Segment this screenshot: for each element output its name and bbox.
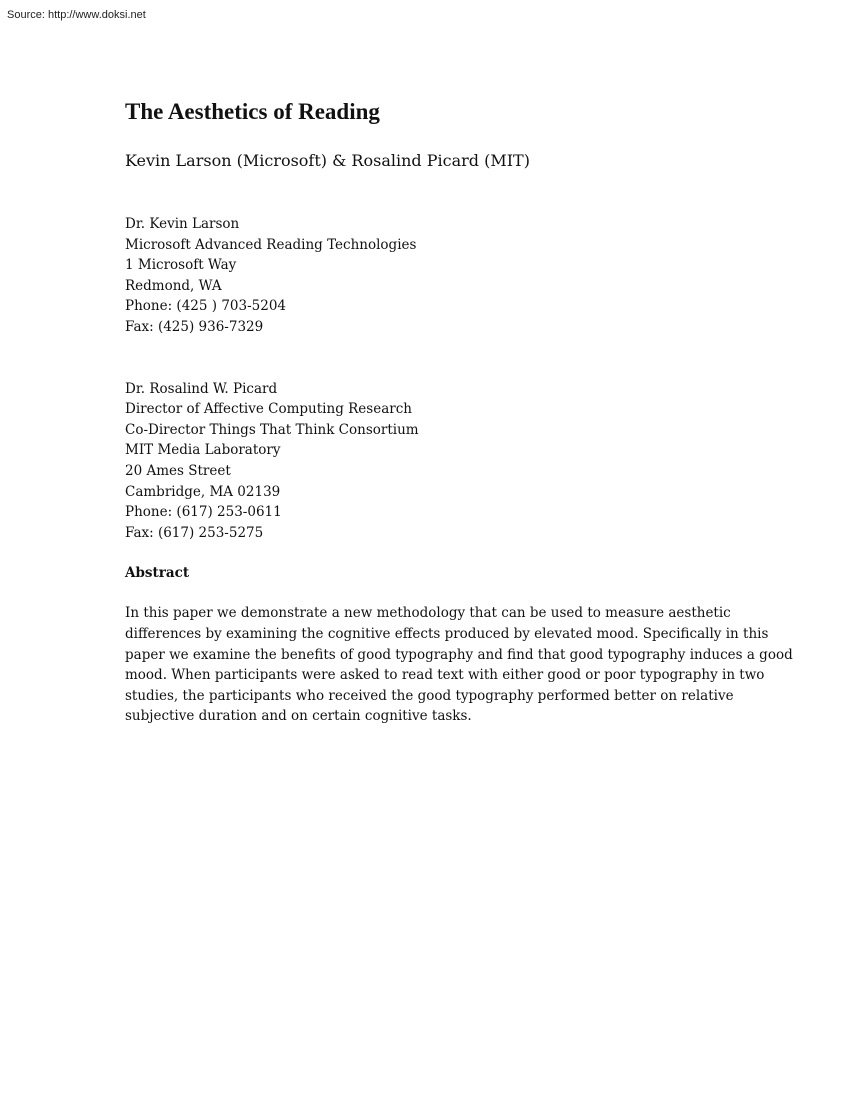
- address-line: Redmond, WA: [125, 277, 222, 294]
- abstract-line: mood. When participants were asked to read text with either good or poor typography in two: [125, 667, 765, 684]
- address-line: 20 Ames Street: [125, 462, 231, 479]
- address-line: Cambridge, MA 02139: [125, 483, 281, 500]
- fax-line: Fax: (425) 936-7329: [125, 318, 264, 335]
- paper-content: [125, 97, 793, 727]
- address-line: MIT Media Laboratory: [125, 442, 281, 459]
- address-line: Microsoft Advanced Reading Technologies: [125, 236, 417, 253]
- address-line: 1 Microsoft Way: [125, 257, 237, 274]
- address-line: Director of Affective Computing Research: [125, 401, 412, 418]
- source-note: Source: http://www.doksi.net: [7, 9, 146, 21]
- fax-line: Fax: (617) 253-5275: [125, 524, 264, 541]
- abstract-line: studies, the participants who received the good typography performed better on relative: [125, 687, 734, 704]
- phone-line: Phone: (617) 253-0611: [125, 504, 282, 521]
- abstract-line: subjective duration and on certain cognitive tasks.: [125, 708, 472, 725]
- abstract-line: In this paper we demonstrate a new methodology that can be used to measure aesthetic: [125, 605, 731, 622]
- phone-line: Phone: (425 ) 703-5204: [125, 298, 286, 315]
- address-line: Dr. Rosalind W. Picard: [125, 380, 278, 397]
- abstract-line: differences by examining the cognitive effects produced by elevated mood. Specifically in this: [125, 625, 769, 642]
- address-line: Dr. Kevin Larson: [125, 216, 240, 232]
- author-line: Kevin Larson (Microsoft) & Rosalind Picard (MIT): [125, 151, 530, 170]
- paper-title: The Aesthetics of Reading: [125, 99, 380, 124]
- address-line: Co-Director Things That Think Consortium: [125, 421, 419, 438]
- abstract-heading: Abstract: [125, 565, 190, 582]
- abstract-body: [125, 603, 793, 727]
- address-block-picard: [125, 379, 725, 544]
- address-block-larson: [125, 214, 725, 338]
- abstract-line: paper we examine the benefits of good typography and find that good typography induces a good: [125, 646, 793, 663]
